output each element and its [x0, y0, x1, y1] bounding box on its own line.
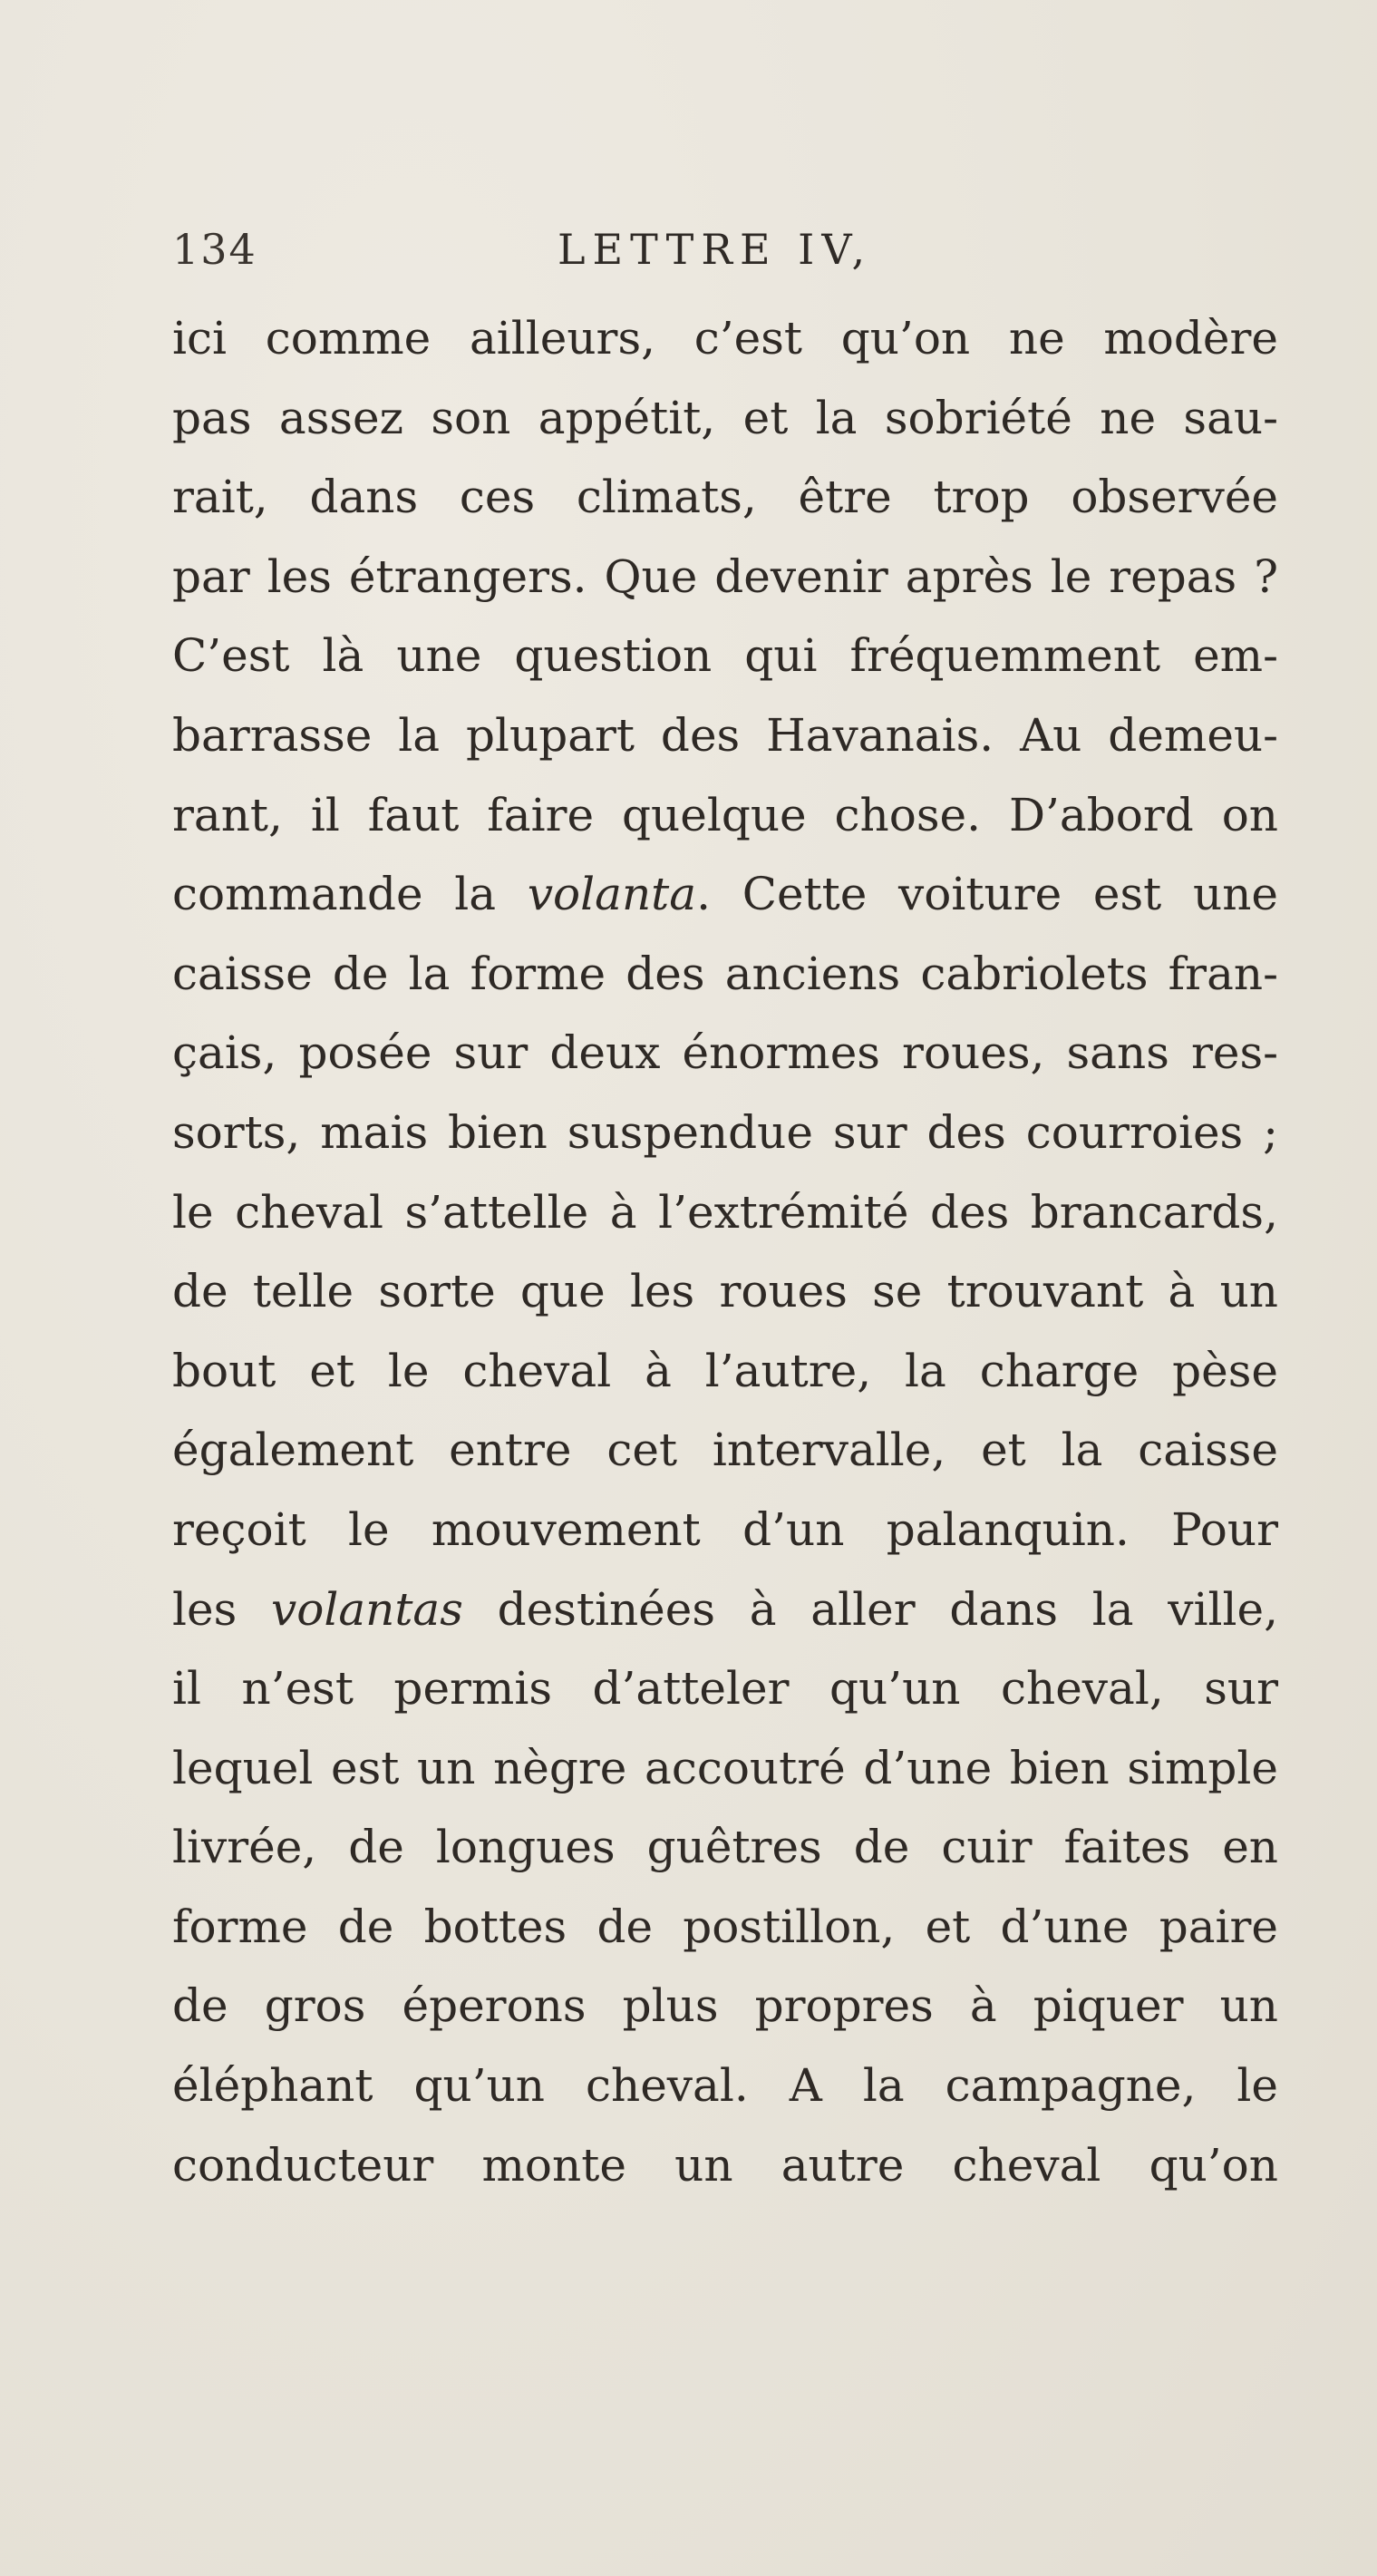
text-line: par les étrangers. Que devenir après le repas ? [172, 549, 1278, 603]
text-line: de telle sorte que les roues se trouvant à un [172, 1265, 1278, 1318]
italic-word: volanta [527, 868, 697, 921]
text-line: le cheval s’attelle à l’extrémité des brancards, [172, 1185, 1278, 1239]
body-text [172, 299, 1278, 2205]
text-line: C’est là une question qui fréquemment em- [172, 629, 1278, 683]
text-line: livrée, de longues guêtres de cuir faites en [172, 1821, 1278, 1874]
italic-word: volantas [270, 1582, 463, 1636]
text-line: pas assez son appétit, et la sobriété ne sau- [172, 391, 1278, 444]
text-line: lequel est un nègre accoutré d’une bien simple [172, 1741, 1278, 1794]
text-line: il n’est permis d’atteler qu’un cheval, sur [172, 1662, 1278, 1716]
text-line: çais, posée sur deux énormes roues, sans res- [172, 1026, 1278, 1080]
text-line: forme de bottes de postillon, et d’une paire [172, 1900, 1278, 1953]
running-head [172, 225, 1278, 288]
page-number: 134 [172, 225, 257, 274]
text-line: éléphant qu’un cheval. A la campagne, le [172, 2059, 1278, 2113]
text-line: conducteur monte un autre cheval qu’on [172, 2138, 1278, 2192]
text-line: sorts, mais bien suspendue sur des courroies ; [172, 1105, 1278, 1159]
text-line: également entre cet intervalle, et la caisse [172, 1424, 1278, 1477]
text-line: commande la volanta. Cette voiture est une [172, 868, 1278, 921]
text-line: ici comme ailleurs, c’est qu’on ne modère [172, 312, 1278, 365]
text-line: bout et le cheval à l’autre, la charge pèse [172, 1344, 1278, 1397]
text-line: rant, il faut faire quelque chose. D’abord on [172, 788, 1278, 841]
text-line: les volantas destinées à aller dans la ville, [172, 1582, 1278, 1636]
text-line: reçoit le mouvement d’un palanquin. Pour [172, 1502, 1278, 1556]
running-head-title: LETTRE IV, [558, 225, 873, 274]
text-line: barrasse la plupart des Havanais. Au demeu- [172, 708, 1278, 762]
text-line: de gros éperons plus propres à piquer un [172, 1979, 1278, 2033]
text-line: rait, dans ces climats, être trop observée [172, 471, 1278, 524]
text-line: caisse de la forme des anciens cabriolets fran- [172, 947, 1278, 1000]
